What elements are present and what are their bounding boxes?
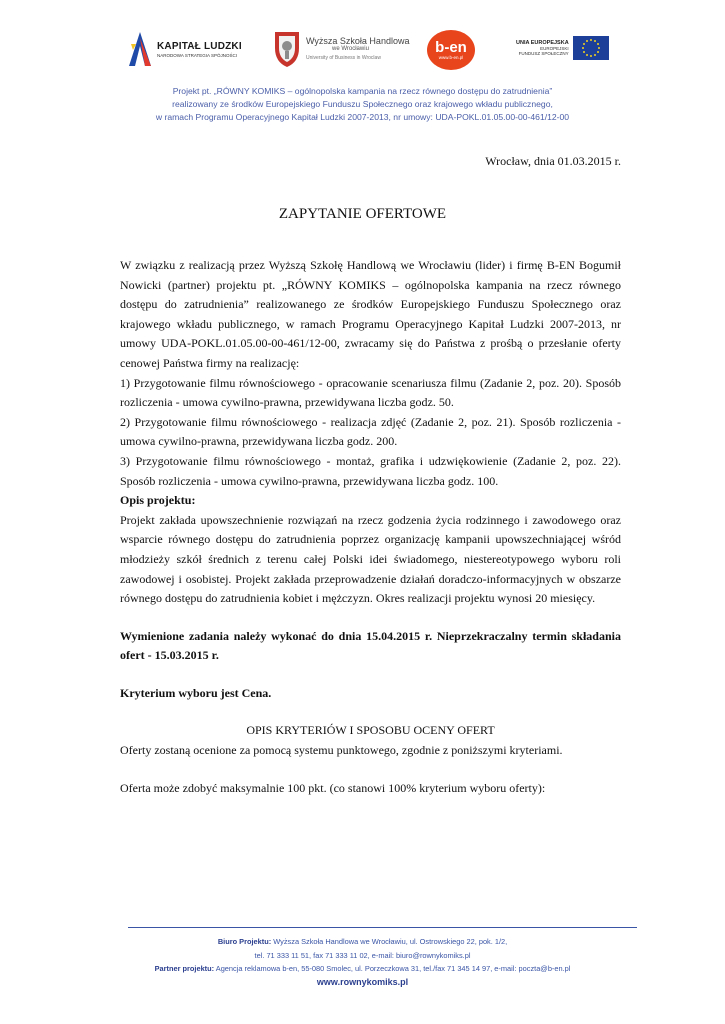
opis-paragraph: Projekt zakłada upowszechnienie rozwiązań na rzecz godzenia życia rodzinnego i zawodowego oraz wsparcie równego dostępu do zatrudnienia poprzez organizację kampanii upowszechniającej wśród młodzieży szkół średnich z terenu całej Polski idei świadomego, niestereotypowego wyboru roli zawodowej i osobistej. Projekt zakłada przeprowadzenie działań doradczo-informacyjnych w obszarze równego dostępu do zatrudnienia kobiet i mężczyzn. Okres realizacji projektu wynosi 20 miesięcy. [120, 512, 621, 606]
intro-paragraph: W związku z realizacją przez Wyższą Szkołę Handlową we Wrocławiu (lider) i firmę B-EN Bogumił Nowicki (partner) projektu pt. „RÓWNY KOMIKS – ogólnopolska kampania na rzecz równego dostępu do zatrudnienia” realizowanego ze środków Europejskiego Funduszu Społecznego oraz krajowego wkładu publicznego, w ramach Programu Operacyjnego Kapitał Ludzki 2007-2013, nr umowy UDA-POKL.01.05.00-00-461/12-00, zwracamy się do Państwa z prośbą o przesłanie oferty cenowej Państwa firmy na realizację: [120, 258, 621, 370]
footer-website-link[interactable]: www.rownykomiks.pl [316, 976, 409, 987]
footer-biuro-contact: tel. 71 333 11 51, fax 71 333 11 02, e-mail: biuro@rownykomiks.pl [254, 950, 471, 960]
footer-biuro-text: Wyższa Szkoła Handlowa we Wrocławiu, ul. Ostrowskiego 22, pok. 1/2, [271, 937, 508, 946]
task-item: 3) Przygotowanie filmu równościowego - montaż, grafika i udzwiękowienie (Zadanie 2, poz. 22). Sposób rozliczenia - umowa cywilno-prawna, przewidywana liczba godz. 100. [120, 453, 621, 488]
footer-partner-label: Partner projektu: [154, 964, 215, 973]
ue-line3: FUNDUSZ SPOŁECZNY [518, 51, 569, 56]
document-date: Wrocław, dnia 01.03.2015 r. [485, 154, 621, 168]
ben-site: www.b-en.pl [438, 55, 464, 60]
kapital-ludzki-subtitle: NARODOWA STRATEGIA SPÓJNOŚCI [157, 52, 238, 58]
footer-partner-text: Agencja reklamowa b-en, 55-080 Smolec, ul. Porzeczkowa 31, tel./fax 71 345 14 97, e-mail: poczta@b-en.pl [214, 964, 571, 973]
ben-name: b-en [435, 39, 467, 56]
task-item: 1) Przygotowanie filmu równościowego - opracowanie scenariusza filmu (Zadanie 2, poz. 20). Sposób rozliczenia - umowa cywilno-prawna, przewidywana liczba godz. 50. [120, 375, 621, 410]
document-title: ZAPYTANIE OFERTOWE [278, 206, 447, 222]
criterion-line: Kryterium wyboru jest Cena. [120, 685, 272, 700]
criteria-paragraph: Oferty zostaną ocenione za pomocą systemu punktowego, zgodnie z poniższymi kryteriami. [120, 743, 563, 758]
deadline-paragraph: Wymienione zadania należy wykonać do dnia 15.04.2015 r. Nieprzekraczalny termin składania ofert - 15.03.2015 r. [120, 628, 621, 663]
kapital-ludzki-emblem-icon [127, 30, 153, 68]
project-info-line: w ramach Programu Operacyjnego Kapitał Ludzki 2007-2013, nr umowy: UDA-POKL.01.05.00-00-461/12-00 [155, 112, 570, 122]
footer-partner-line [0, 962, 725, 976]
document-body [120, 256, 621, 798]
kapital-ludzki-logo [127, 30, 242, 68]
ue-logo [516, 36, 609, 60]
project-info [0, 85, 725, 124]
task-item: 2) Przygotowanie filmu równościowego - realizacja zdjęć (Zadanie 2, poz. 21). Sposób rozliczenia - umowa cywilno-prawna, przewidywana liczba godz. 200. [120, 414, 621, 449]
header-logos [0, 28, 725, 80]
project-info-line: realizowany ze środków Europejskiego Funduszu Społecznego oraz krajowego wkładu publicznego, [172, 99, 553, 109]
eu-flag-icon [573, 36, 609, 60]
footer-divider [128, 927, 637, 928]
criteria-heading: OPIS KRYTERIÓW I SPOSOBU OCENY OFERT [246, 723, 495, 738]
wsh-english-name: University of Business in Wroclaw [306, 54, 381, 61]
wsh-name: Wyższa Szkoła Handlowa [306, 35, 410, 46]
ue-line2: EUROPEJSKI [540, 46, 569, 51]
ben-logo [427, 30, 475, 70]
ue-line1: UNIA EUROPEJSKA [516, 40, 569, 46]
footer [0, 935, 725, 989]
wsh-city: we Wrocławiu [332, 45, 369, 52]
wsh-logo [272, 28, 409, 68]
max-points-line: Oferta może zdobyć maksymalnie 100 pkt. (co stanowi 100% kryterium wyboru oferty): [120, 780, 546, 795]
project-info-line: Projekt pt. „RÓWNY KOMIKS – ogólnopolska kampania na rzecz równego dostępu do zatrudnienia” [172, 86, 553, 96]
footer-biuro-line [0, 935, 725, 949]
footer-biuro-label: Biuro Projektu: [217, 937, 272, 946]
wsh-crest-icon [272, 28, 302, 68]
opis-heading: Opis projektu: [120, 493, 196, 508]
kapital-ludzki-title: KAPITAŁ LUDZKI [157, 40, 242, 52]
